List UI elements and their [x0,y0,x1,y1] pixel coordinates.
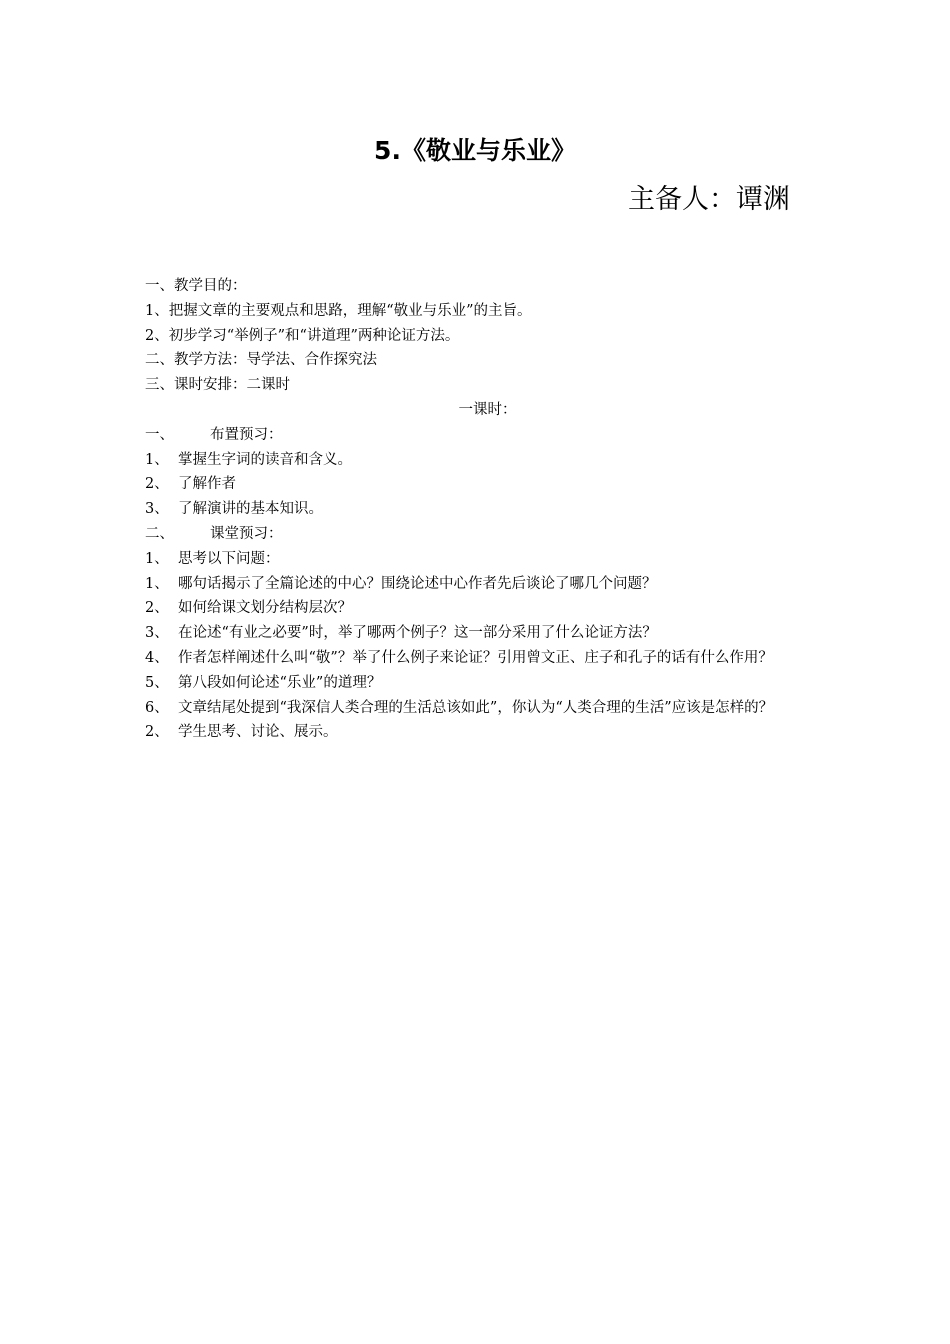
list-item [145,497,810,522]
item-text: 了解作者 [178,476,236,493]
part-number: 一、 [145,426,174,443]
item-number: 2、 [145,724,169,741]
question-item [145,572,810,597]
section-teaching-goals-heading: 一、教学目的： [145,278,247,294]
document-title: 5.《敬业与乐业》 [374,136,576,165]
question-item [145,621,810,646]
item-text: 掌握生字词的读音和含义。 [178,451,352,468]
question-text: 文章结尾处提到“我深信人类合理的生活总该如此”，你认为“人类合理的生活”应该是怎样的？ [178,699,774,716]
question-text: 在论述“有业之必要”时，举了哪两个例子？这一部分采用了什么论证方法？ [178,625,657,642]
question-item [145,646,810,671]
item-text: 思考以下问题： [178,550,280,567]
question-number: 6、 [145,699,169,716]
item-text: 了解演讲的基本知识。 [178,501,323,518]
part-title: 布置预习： [210,426,283,443]
list-item [145,720,810,745]
part-preview-heading [145,423,810,448]
item-number: 2、 [145,476,169,493]
part-title: 课堂预习： [210,525,283,542]
list-item [145,472,810,497]
lesson-heading: 一课时： [458,401,517,418]
question-item [145,696,810,721]
document-body [145,274,810,745]
question-number: 5、 [145,674,169,691]
question-text: 哪句话揭示了全篇论述的中心？围绕论述中心作者先后谈论了哪几个问题？ [178,575,657,592]
section-teaching-methods: 二、教学方法：导学法、合作探究法 [145,352,377,369]
teaching-goal-item: 2、初步学习“举例子”和“讲道理”两种论证方法。 [145,327,460,344]
question-number: 2、 [145,600,169,617]
item-number: 3、 [145,501,169,518]
question-text: 如何给课文划分结构层次？ [178,600,352,617]
question-number: 1、 [145,575,169,592]
list-item [145,448,810,473]
question-number: 3、 [145,625,169,642]
document-author: 主备人：谭渊 [628,184,790,215]
list-item [145,547,810,572]
item-number: 1、 [145,550,169,567]
teaching-goal-item: 1、把握文章的主要观点和思路，理解“敬业与乐业”的主旨。 [145,302,532,319]
question-text: 作者怎样阐述什么叫“敬”？举了什么例子来论证？引用曾文正、庄子和孔子的话有什么作用？ [178,649,773,666]
question-number: 4、 [145,649,169,666]
question-item [145,671,810,696]
item-number: 1、 [145,451,169,468]
question-item [145,596,810,621]
section-schedule: 三、课时安排：二课时 [145,377,290,394]
part-number: 二、 [145,525,174,542]
question-text: 第八段如何论述“乐业”的道理？ [178,674,382,691]
item-text: 学生思考、讨论、展示。 [178,724,338,741]
part-classroom-heading [145,522,810,547]
